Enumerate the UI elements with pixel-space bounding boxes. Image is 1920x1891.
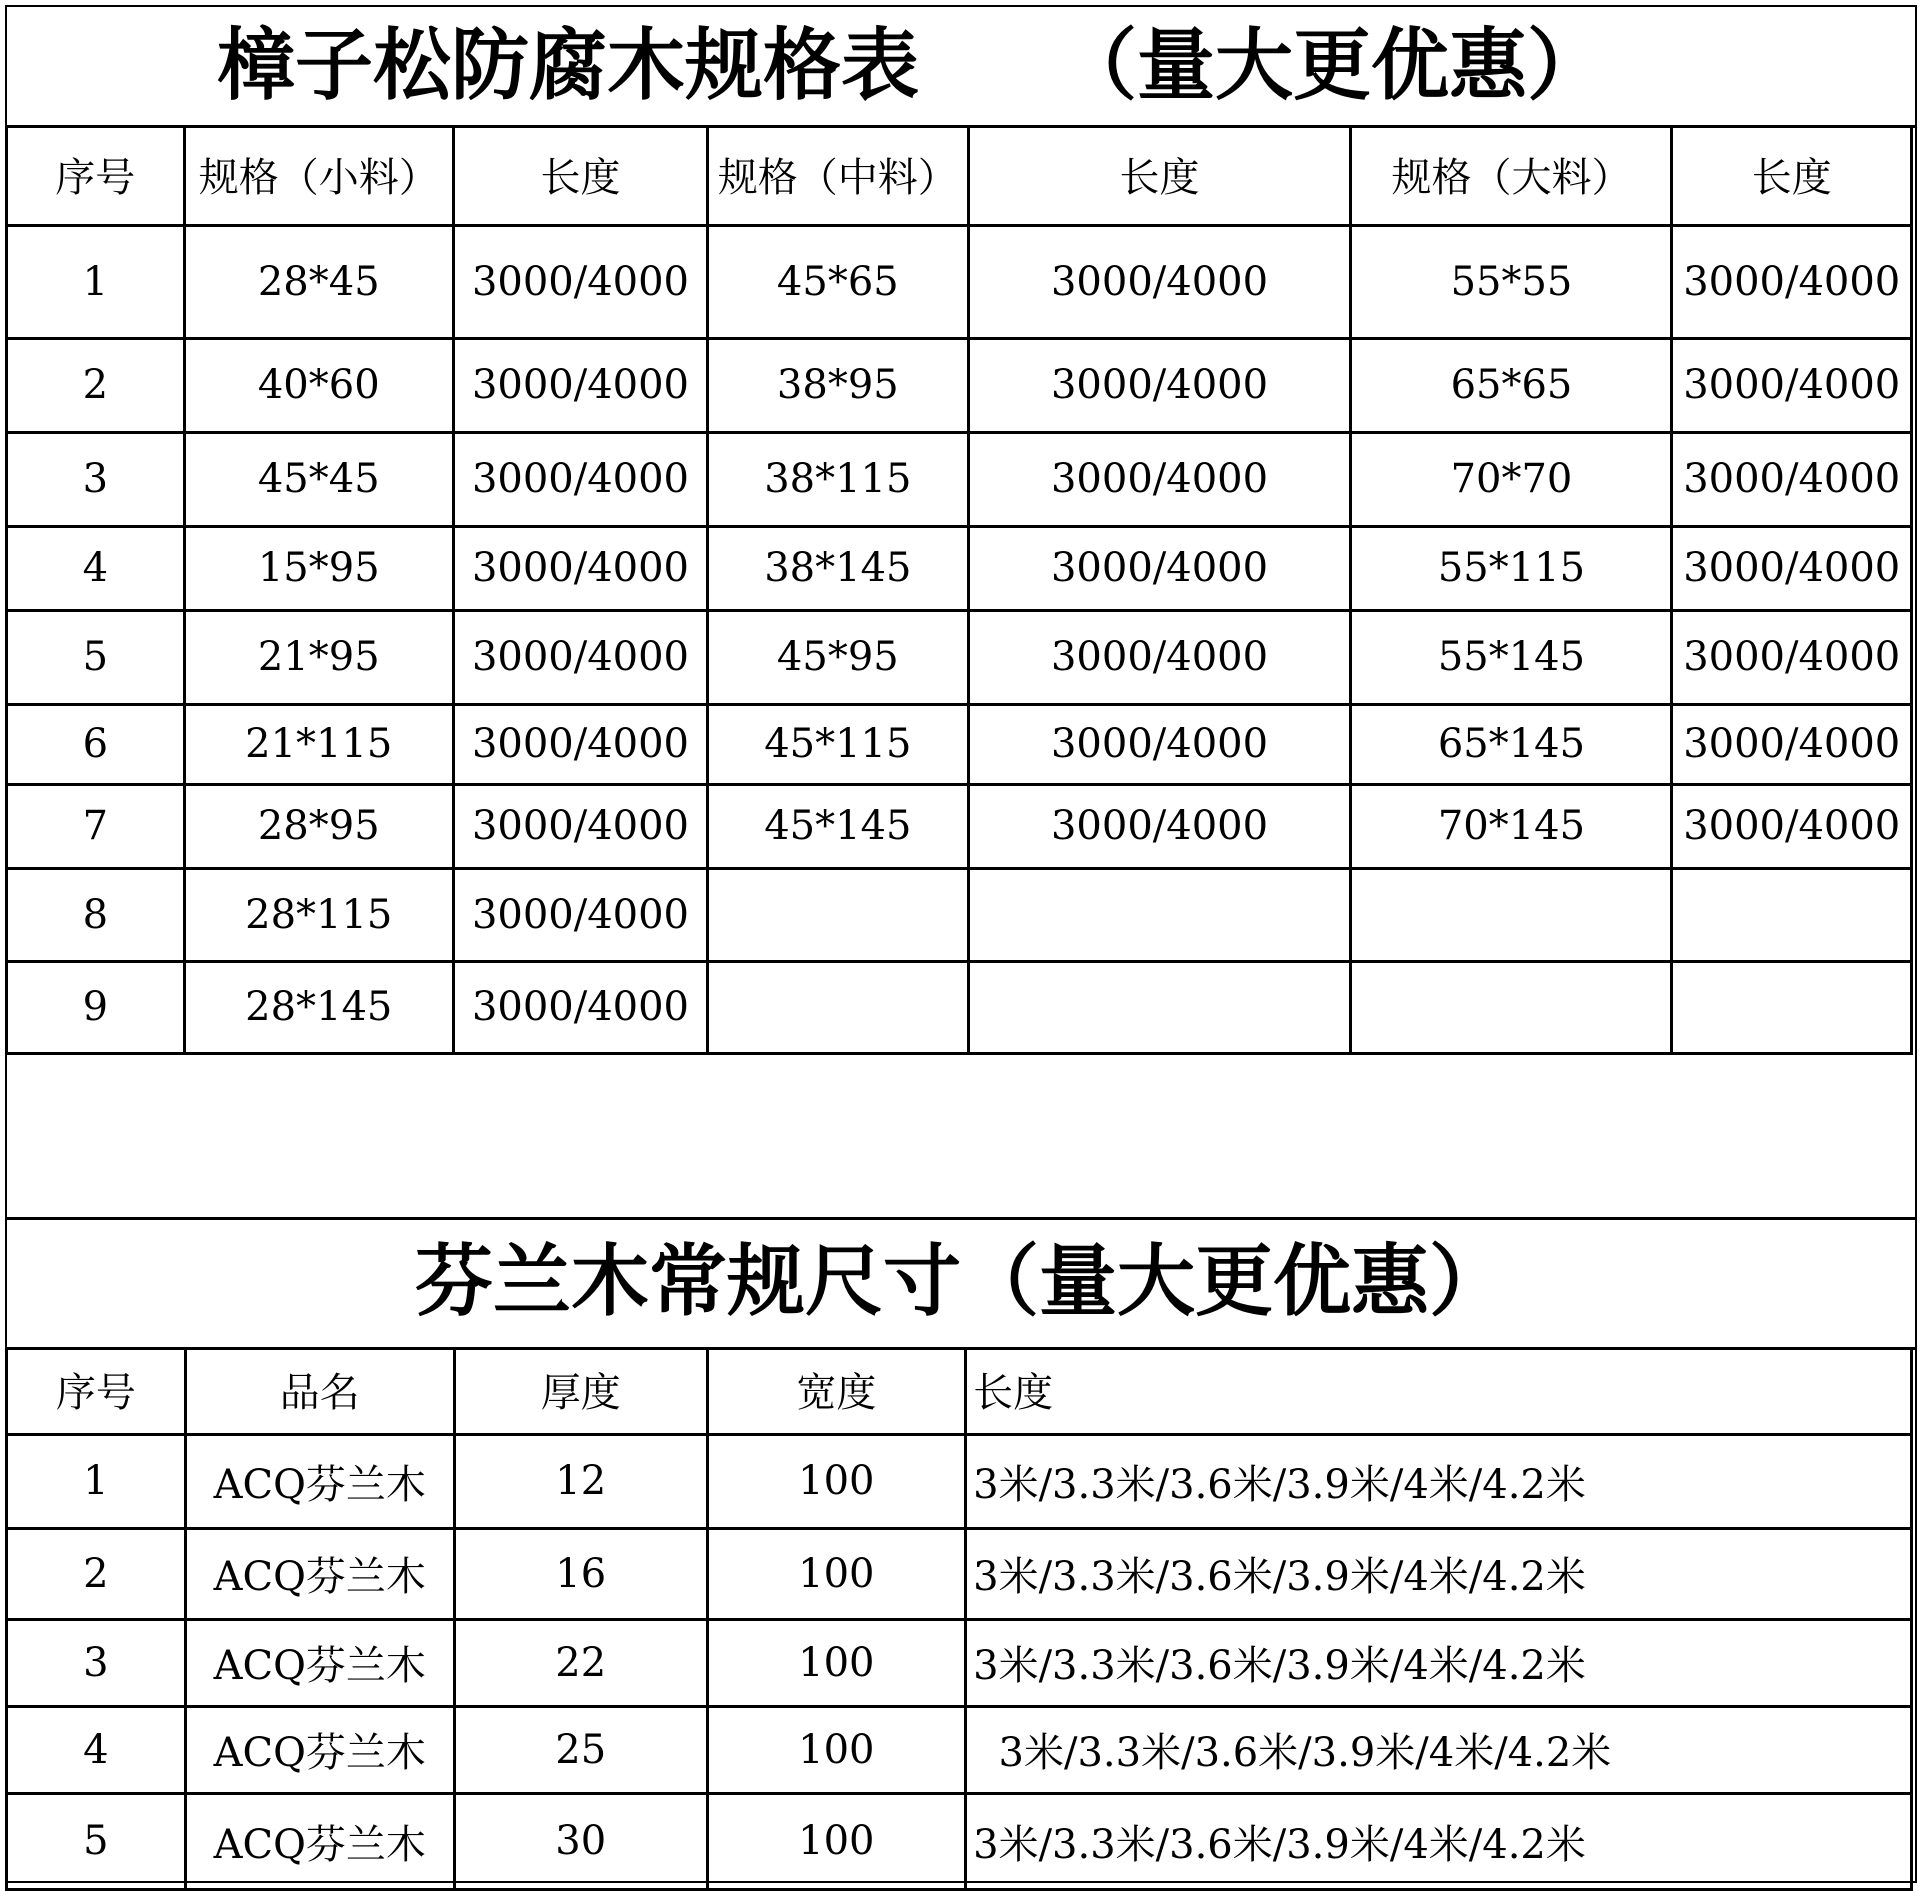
finnish-table-cell: 3米/3.3米/3.6米/3.9米/4米/4.2米: [966, 1434, 1912, 1528]
finnish-table-cell: ACQ芬兰木: [185, 1706, 454, 1793]
spec-table-cell: 3000/4000: [1672, 338, 1912, 432]
spec-table-cell: 28*115: [184, 868, 453, 961]
finnish-table-cell: ACQ芬兰木: [185, 1793, 454, 1889]
finnish-table-cell: ACQ芬兰木: [185, 1619, 454, 1706]
spec-table-cell: 3000/4000: [1672, 225, 1912, 338]
spec-table-cell: [708, 868, 969, 961]
spec-table-cell: 3000/4000: [453, 961, 707, 1053]
spec-table-cell: 38*145: [708, 526, 969, 610]
spec-table-cell: 3000/4000: [1672, 704, 1912, 784]
finnish-table-cell: 100: [707, 1528, 966, 1619]
spec-table-title: [7, 7, 1915, 128]
finnish-header-cell: 厚度: [454, 1347, 707, 1434]
finnish-table-cell: 4: [7, 1706, 186, 1793]
spec-table-cell: [968, 961, 1351, 1053]
spec-table-cell: 3000/4000: [968, 784, 1351, 868]
finnish-table-cell: 2: [7, 1528, 186, 1619]
spec-table-row: [7, 225, 1912, 338]
spec-table-cell: 45*145: [708, 784, 969, 868]
spec-table-cell: 7: [7, 784, 185, 868]
spec-table-cell: 3000/4000: [453, 610, 707, 704]
spec-table-cell: 40*60: [184, 338, 453, 432]
spec-table-cell: 38*95: [708, 338, 969, 432]
finnish-table-row: [7, 1793, 1912, 1889]
spec-table-cell: 45*95: [708, 610, 969, 704]
spec-header-row: [7, 125, 1912, 225]
spec-table-cell: 3000/4000: [968, 526, 1351, 610]
finnish-table-cell: 100: [707, 1706, 966, 1793]
spec-table-cell: 45*45: [184, 432, 453, 526]
spec-table-cell: 3000/4000: [968, 338, 1351, 432]
spec-header-cell: 规格（大料）: [1351, 125, 1672, 225]
spec-table-cell: 3000/4000: [968, 704, 1351, 784]
spec-table-cell: 65*145: [1351, 704, 1672, 784]
spec-table-cell: 3: [7, 432, 185, 526]
finnish-table-cell: 3米/3.3米/3.6米/3.9米/4米/4.2米: [966, 1619, 1912, 1706]
spec-table-cell: 2: [7, 338, 185, 432]
spec-table-cell: [968, 868, 1351, 961]
finnish-table-cell: 3米/3.3米/3.6米/3.9米/4米/4.2米: [966, 1706, 1912, 1793]
finnish-table-cell: 5: [7, 1793, 186, 1889]
spec-table-cell: [1351, 868, 1672, 961]
finnish-table-title: 芬兰木常规尺寸（量大更优惠）: [7, 1217, 1915, 1350]
spec-table-cell: 3000/4000: [968, 610, 1351, 704]
finnish-table-cell: 16: [454, 1528, 707, 1619]
spec-table-cell: 45*65: [708, 225, 969, 338]
spec-table-cell: 21*115: [184, 704, 453, 784]
spec-table-cell: 55*55: [1351, 225, 1672, 338]
spec-table-row: [7, 526, 1912, 610]
spec-table-cell: 70*70: [1351, 432, 1672, 526]
spreadsheet-sheet: [5, 5, 1917, 1883]
spec-table-cell: 3000/4000: [968, 225, 1351, 338]
finnish-table-cell: 1: [7, 1434, 186, 1528]
spec-table-row: [7, 961, 1912, 1053]
finnish-header-cell: 品名: [185, 1347, 454, 1434]
finnish-table-cell: 3: [7, 1619, 186, 1706]
spec-table-row: [7, 432, 1912, 526]
spec-table-row: [7, 338, 1912, 432]
spec-title-text: 樟子松防腐木规格表: [216, 21, 919, 111]
spec-table-cell: 28*145: [184, 961, 453, 1053]
blank-row: [7, 1060, 1915, 1220]
finnish-table-cell: 100: [707, 1619, 966, 1706]
finnish-table-cell: 100: [707, 1434, 966, 1528]
spec-table-cell: 70*145: [1351, 784, 1672, 868]
spec-table-cell: 3000/4000: [453, 868, 707, 961]
spec-table-cell: 3000/4000: [453, 526, 707, 610]
spec-table-cell: 38*115: [708, 432, 969, 526]
spec-table-cell: [1351, 961, 1672, 1053]
spec-table-cell: 4: [7, 526, 185, 610]
spec-header-cell: 长度: [1672, 125, 1912, 225]
finnish-table-cell: 3米/3.3米/3.6米/3.9米/4米/4.2米: [966, 1793, 1912, 1889]
spec-table-cell: 3000/4000: [453, 225, 707, 338]
spec-table-cell: 9: [7, 961, 185, 1053]
spec-table-cell: 5: [7, 610, 185, 704]
spec-header-cell: 序号: [7, 125, 185, 225]
spec-table-cell: 65*65: [1351, 338, 1672, 432]
spec-table-cell: 6: [7, 704, 185, 784]
spec-table-cell: 1: [7, 225, 185, 338]
spec-table-cell: [708, 961, 969, 1053]
spec-table-cell: 55*145: [1351, 610, 1672, 704]
spec-table-cell: 21*95: [184, 610, 453, 704]
finnish-header-cell: 序号: [7, 1347, 186, 1434]
spec-header-cell: 规格（中料）: [708, 125, 969, 225]
spec-title-suffix: （量大更优惠）: [1059, 21, 1606, 111]
spec-table-cell: 3000/4000: [453, 338, 707, 432]
spec-table-row: [7, 868, 1912, 961]
spec-table-cell: 3000/4000: [968, 432, 1351, 526]
spec-table-row: [7, 610, 1912, 704]
finnish-table-cell: 30: [454, 1793, 707, 1889]
spec-table-cell: 3000/4000: [1672, 432, 1912, 526]
finnish-header-cell: 宽度: [707, 1347, 966, 1434]
spec-table-cell: 28*45: [184, 225, 453, 338]
finnish-header-cell: 长度: [966, 1347, 1912, 1434]
spec-table-cell: 8: [7, 868, 185, 961]
spec-table: [5, 125, 1913, 1055]
finnish-table-cell: ACQ芬兰木: [185, 1528, 454, 1619]
finnish-header-row: [7, 1347, 1912, 1434]
finnish-table-row: [7, 1434, 1912, 1528]
spec-table-cell: 28*95: [184, 784, 453, 868]
finnish-table-cell: 22: [454, 1619, 707, 1706]
spec-table-cell: [1672, 868, 1912, 961]
spec-header-cell: 长度: [968, 125, 1351, 225]
spec-table-cell: 45*115: [708, 704, 969, 784]
spec-table-cell: 3000/4000: [1672, 526, 1912, 610]
finnish-table-row: [7, 1528, 1912, 1619]
spec-table-cell: 3000/4000: [1672, 610, 1912, 704]
finnish-table-cell: 3米/3.3米/3.6米/3.9米/4米/4.2米: [966, 1528, 1912, 1619]
finnish-wood-table: [5, 1347, 1913, 1891]
spec-table-cell: 55*115: [1351, 526, 1672, 610]
finnish-table-cell: 25: [454, 1706, 707, 1793]
finnish-table-row: [7, 1706, 1912, 1793]
spec-table-row: [7, 784, 1912, 868]
spec-table-cell: 15*95: [184, 526, 453, 610]
spec-table-cell: 3000/4000: [453, 784, 707, 868]
spec-table-cell: 3000/4000: [453, 432, 707, 526]
spec-table-row: [7, 704, 1912, 784]
finnish-table-cell: ACQ芬兰木: [185, 1434, 454, 1528]
finnish-table-cell: 100: [707, 1793, 966, 1889]
spec-table-cell: 3000/4000: [453, 704, 707, 784]
spec-table-cell: [1672, 961, 1912, 1053]
finnish-table-row: [7, 1619, 1912, 1706]
spec-header-cell: 规格（小料）: [184, 125, 453, 225]
spec-header-cell: 长度: [453, 125, 707, 225]
finnish-table-cell: 12: [454, 1434, 707, 1528]
spec-table-cell: 3000/4000: [1672, 784, 1912, 868]
